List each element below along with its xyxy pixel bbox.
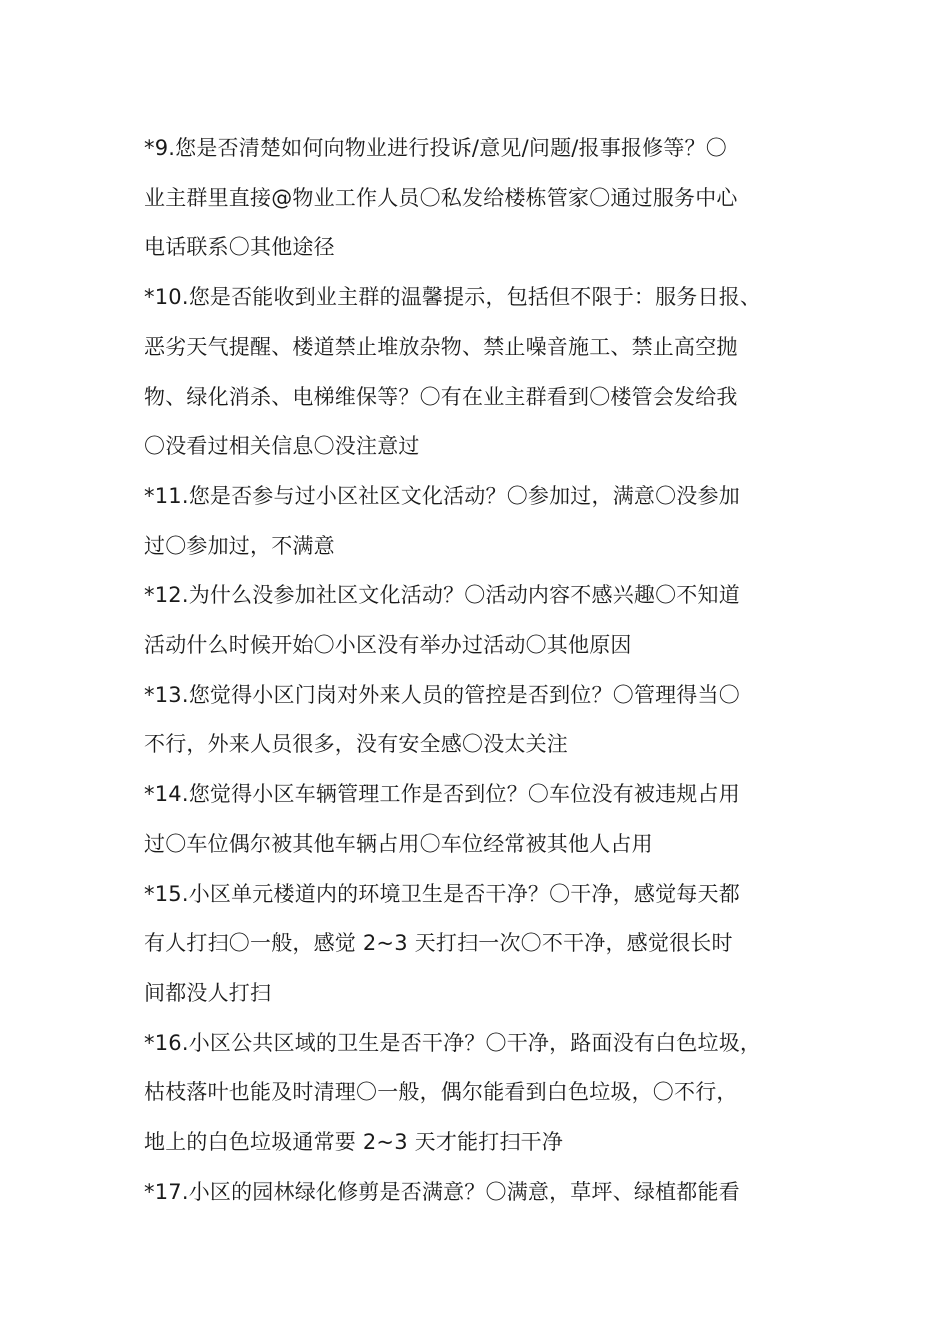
text-line: *15.小区单元楼道内的环境卫生是否干净？〇干净，感觉每天都	[144, 881, 740, 906]
survey-text-body	[144, 124, 834, 1217]
text-line: 恶劣天气提醒、楼道禁止堆放杂物、禁止噪音施工、禁止高空抛	[144, 334, 738, 359]
text-line: *12.为什么没参加社区文化活动？〇活动内容不感兴趣〇不知道	[144, 583, 740, 608]
text-line: 间都没人打扫	[144, 980, 272, 1005]
text-line: 过〇车位偶尔被其他车辆占用〇车位经常被其他人占用	[144, 831, 653, 856]
text-line: *11.您是否参与过小区社区文化活动？〇参加过，满意〇没参加	[144, 483, 740, 508]
text-line: *13.您觉得小区门岗对外来人员的管控是否到位？〇管理得当〇	[144, 682, 740, 707]
text-line: 物、绿化消杀、电梯维保等？〇有在业主群看到〇楼管会发给我	[144, 384, 738, 409]
text-line: *9.您是否清楚如何向物业进行投诉/意见/问题/报事报修等？〇	[144, 136, 727, 160]
text-line: 不行，外来人员很多，没有安全感〇没太关注	[144, 732, 568, 757]
text-line: 活动什么时候开始〇小区没有举办过活动〇其他原因	[144, 633, 632, 658]
text-line: *14.您觉得小区车辆管理工作是否到位？〇车位没有被违规占用	[144, 782, 740, 807]
text-line: 过〇参加过，不满意	[144, 533, 335, 558]
text-line: 枯枝落叶也能及时清理〇一般，偶尔能看到白色垃圾，〇不行，	[144, 1080, 738, 1105]
text-line: *16.小区公共区域的卫生是否干净？〇干净，路面没有白色垃圾，	[144, 1030, 762, 1055]
text-line: 有人打扫〇一般，感觉 2~3 天打扫一次〇不干净，感觉很长时	[144, 931, 733, 956]
text-line: 电话联系〇其他途径	[144, 235, 335, 260]
text-line: 业主群里直接@物业工作人员〇私发给楼栋管家〇通过服务中心	[144, 185, 738, 210]
text-line: *17.小区的园林绿化修剪是否满意？〇满意，草坪、绿植都能看	[144, 1179, 740, 1204]
text-line: *10.您是否能收到业主群的温馨提示，包括但不限于：服务日报、	[144, 285, 762, 310]
text-line: 〇没看过相关信息〇没注意过	[144, 434, 420, 459]
text-line: 地上的白色垃圾通常要 2~3 天才能打扫干净	[144, 1130, 564, 1155]
